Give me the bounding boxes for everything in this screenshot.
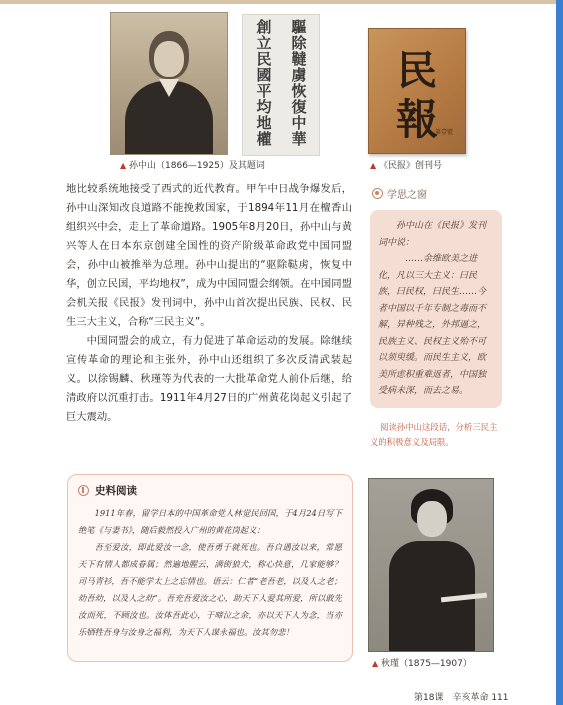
sun-yat-sen-photo xyxy=(110,12,228,155)
sidebar-quote-intro: 孙中山在《民报》发刊词中说： xyxy=(378,221,487,248)
history-paragraph-2: 吾至爱汝，即此爱汝一念，使吾勇于就死也。吾自遇汝以来，常愿天下有情人都成眷属；然遍地腥云，满街狼犬，称心快意，几家能够？司马青衫，吾不能学太上之忘情也。语云：仁者“老吾老，以及人之老；幼吾幼，以及人之幼”。吾充吾爱汝之心，助天下人爱其所爱，所以敢先汝而死，不顾汝也。汝体吾此心，于啼泣之余，亦以天下人为念，当亦乐牺牲吾身与汝身之福利，为天下人谋永福也。汝其勿悲！ xyxy=(78,542,342,637)
sun-caption-text: 孙中山（1866—1925）及其题词 xyxy=(129,161,265,171)
history-paragraph-1: 1911年春，留学日本的中国革命党人林觉民回国，于4月24日写下绝笔《与妻书》，随后毅然投入广州的黄花岗起义： xyxy=(78,508,342,535)
sidebar-quote-box xyxy=(370,210,502,408)
history-box-text xyxy=(78,505,342,641)
calligraphy-column-1: 驅除韃虜恢復中華 xyxy=(289,19,308,147)
history-box-title-text: 史料阅读 xyxy=(95,485,137,497)
footer-lesson: 第18课 辛亥革命 xyxy=(414,693,489,703)
lightbulb-icon xyxy=(372,188,383,199)
photo-figure-face xyxy=(417,501,447,537)
qiu-jin-photo xyxy=(368,478,494,652)
main-paragraph-2: 中国同盟会的成立，有力促进了革命运动的发展。除继续宣传革命的理论和主张外，孙中山还组织了多次反清武装起义。以徐锡麟、秋瑾等为代表的一大批革命党人前仆后继，给清政府以沉重打击。1911年4月27日的广州黄花岗起义引起了巨大震动。 xyxy=(66,335,352,423)
page-edge-bar xyxy=(556,0,563,705)
minbao-caption-text: 《民报》创刊号 xyxy=(379,161,443,171)
top-border xyxy=(0,0,563,4)
qiujin-caption xyxy=(372,656,472,669)
minbao-cover-image xyxy=(368,28,466,154)
calligraphy-column-2: 創立民國平均地權 xyxy=(254,19,273,147)
footer-page-number: 111 xyxy=(491,693,509,703)
main-text-column xyxy=(66,180,352,427)
history-box-title xyxy=(78,483,137,498)
minbao-char-2: 報 xyxy=(395,95,438,144)
sidebar-heading xyxy=(372,186,427,201)
minbao-issue-label: 第壹號 xyxy=(434,129,453,136)
history-reading-box xyxy=(67,474,353,662)
caption-triangle-icon: ▲ xyxy=(120,161,127,170)
calligraphy-inscription xyxy=(242,14,320,156)
sidebar-quote-body: ……余维欧美之进化，凡以三大主义：曰民族，曰民权，曰民生……今者中国以千年专制之毒而不解，异种残之，外邦逼之，民族主义、民权主义殆不可以须臾缓。而民生主义，欧美所虑积重难返者，中国独受病未深，而去之易。 xyxy=(378,254,487,396)
minbao-char-1: 民 xyxy=(397,47,437,94)
caption-triangle-icon: ▲ xyxy=(372,659,379,668)
minbao-caption xyxy=(370,158,442,171)
sidebar-heading-text: 学思之窗 xyxy=(387,190,427,201)
qiujin-caption-text: 秋瑾（1875—1907） xyxy=(381,659,472,669)
sidebar-question: 阅读孙中山这段话，分析三民主义的积极意义及局限。 xyxy=(370,422,498,447)
reading-icon xyxy=(78,485,89,496)
caption-triangle-icon: ▲ xyxy=(370,161,377,170)
page-footer xyxy=(414,690,509,703)
sun-photo-caption xyxy=(120,158,265,171)
photo-figure-face xyxy=(154,41,184,77)
main-paragraph-1: 地比较系统地接受了西式的近代教育。甲午中日战争爆发后，孙中山深知改良道路不能挽救国家，于1894年11月在檀香山组织兴中会，走上了革命道路。1905年8月20日，孙中山与黄兴等人在日本东京创建全国性的资产阶级革命政党中国同盟会，孙中山被推举为总理。孙中山提出的“驱除鞑虏，恢复中华，创立民国，平均地权”，成为中国同盟会纲领。在中国同盟会机关报《民报》发刊词中，孙中山首次提出民族、民权、民生三大主义，合称“三民主义”。 xyxy=(66,183,352,328)
